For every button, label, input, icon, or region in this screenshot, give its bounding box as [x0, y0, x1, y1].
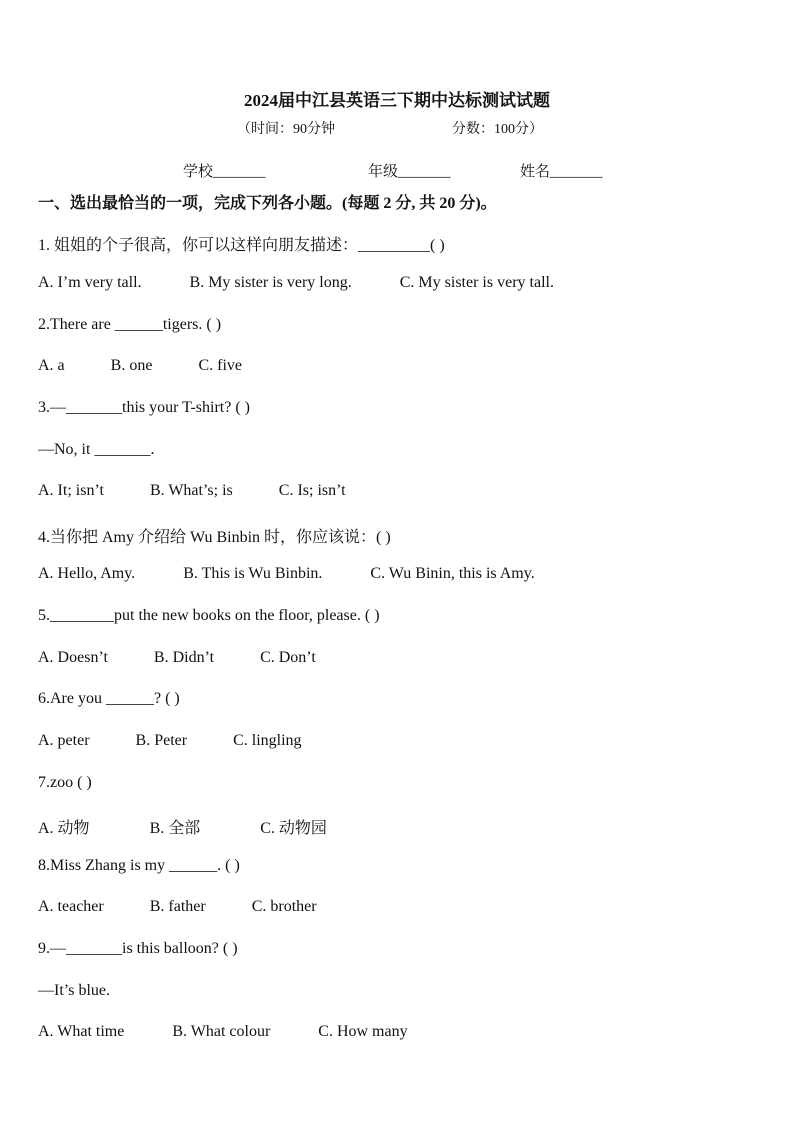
exam-score: 分数：100分） [452, 122, 543, 137]
question-options [38, 357, 242, 375]
option-c: C. My sister is very tall. [399, 274, 554, 291]
question-stem: 4.当你把 Amy 介绍给 Wu Binbin 时，你应该说：( ) [38, 529, 391, 546]
option-b: B. What colour [172, 1023, 271, 1040]
question-options [38, 565, 535, 583]
question-stem: 3.—_______this your T-shirt? ( ) [38, 399, 250, 416]
question-stem: 8.Miss Zhang is my ______. ( ) [38, 857, 240, 874]
option-b: B. What’s; is [149, 482, 233, 499]
option-b: B. one [110, 357, 153, 374]
option-a: A. I’m very tall. [38, 274, 142, 291]
grade-field: 年级_______ [368, 164, 451, 180]
option-c: C. Is; isn’t [278, 482, 346, 499]
option-c: C. brother [251, 898, 317, 915]
option-c: C. five [198, 357, 242, 374]
question-options [38, 732, 302, 750]
option-a: A. It; isn’t [38, 482, 104, 499]
option-a: A. 动物 [38, 820, 90, 837]
option-b: B. My sister is very long. [189, 274, 352, 291]
option-c: C. 动物园 [260, 820, 327, 837]
option-b: B. Didn’t [153, 649, 215, 666]
option-c: C. How many [318, 1023, 408, 1040]
option-c: C. Wu Binin, this is Amy. [370, 565, 535, 582]
question-stem: 7.zoo ( ) [38, 774, 92, 791]
exam-time: （时间：90分钟 [237, 122, 335, 137]
option-a: A. What time [38, 1023, 125, 1040]
question-stem: 6.Are you ______? ( ) [38, 690, 180, 707]
option-a: A. teacher [38, 898, 104, 915]
question-options [38, 815, 327, 838]
option-a: A. peter [38, 732, 90, 749]
page-title: 2024届中江县英语三下期中达标测试试题 [244, 91, 550, 110]
option-a: A. Hello, Amy. [38, 565, 136, 582]
question-stem: 2.There are ______tigers. ( ) [38, 316, 222, 333]
option-c: C. Don’t [260, 649, 316, 666]
question-options [38, 274, 554, 292]
option-b: B. 全部 [149, 820, 201, 837]
question-stem: 1. 姐姐的个子很高，你可以这样向朋友描述：_________( ) [38, 237, 445, 254]
option-b: B. This is Wu Binbin. [183, 565, 323, 582]
name-field: 姓名_______ [520, 164, 603, 180]
option-b: B. father [149, 898, 206, 915]
question-options [38, 649, 316, 667]
question-stem: 9.—_______is this balloon? ( ) [38, 940, 238, 957]
option-a: A. a [38, 357, 65, 374]
question-options [38, 1023, 408, 1041]
school-field: 学校_______ [183, 164, 266, 180]
question-options [38, 898, 317, 916]
section-heading: 一、选出最恰当的一项，完成下列各小题。(每题 2 分, 共 20 分)。 [38, 195, 497, 212]
question-stem: 5.________put the new books on the floor, please. ( ) [38, 607, 380, 624]
question-line2: —It’s blue. [38, 982, 110, 999]
question-line2: —No, it _______. [38, 441, 155, 458]
question-options [38, 482, 346, 500]
option-b: B. Peter [135, 732, 188, 749]
option-c: C. lingling [233, 732, 302, 749]
option-a: A. Doesn’t [38, 649, 108, 666]
